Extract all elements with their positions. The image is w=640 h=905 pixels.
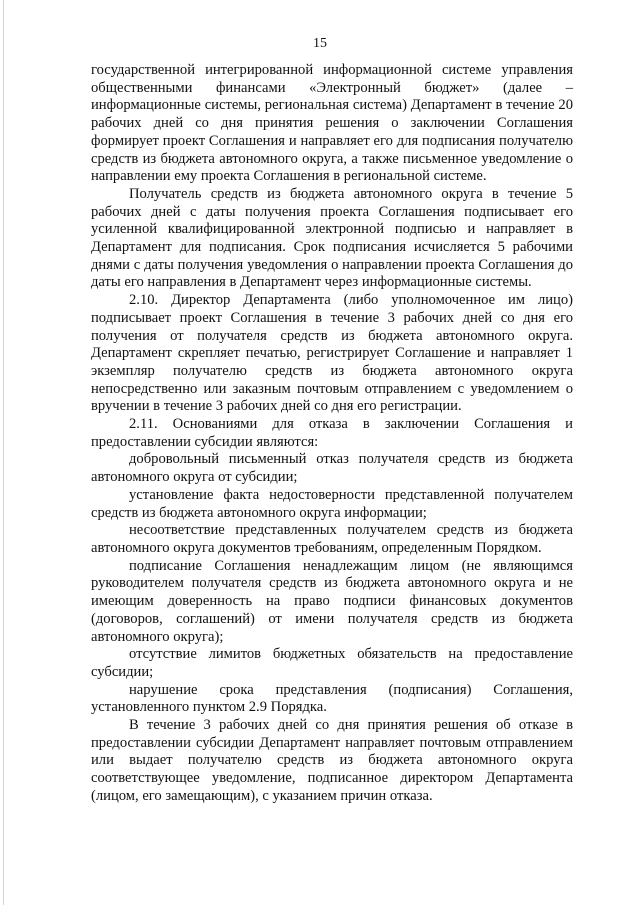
scan-edge-line xyxy=(3,0,4,905)
page-number: 15 xyxy=(313,36,327,51)
refusal-reason-deadline-violation: нарушение срока представления (подписания) Соглашения, установленного пунктом 2.9 Порядка. xyxy=(91,681,573,716)
paragraph-continuation: государственной интегрированной информационной системе управления общественными финансами «Электронный бюджет» (далее – информационные системы, региональная система) Департамент в течение 20 рабочих дней со дня принятия решения о заключении Соглашения формирует проект Соглашения и направляет его для подписания получателю средств из бюджета автономного округа, а также письменное уведомление о направлении ему проекта Соглашения в региональной системе. xyxy=(91,62,573,185)
paragraph-recipient-signing: Получатель средств из бюджета автономного округа в течение 5 рабочих дней с даты получения проекта Соглашения подписывает его усиленной квалифицированной электронной подписью и направляет в Департамент для подписания. Срок подписания исчисляется 5 рабочими днями с даты получения уведомления о направлении проекта Соглашения до даты его направления в Департамент через информационные системы. xyxy=(91,185,573,291)
refusal-reason-unreliable-info: установление факта недостоверности представленной получателем средств из бюджета автономного округа информации; xyxy=(91,486,573,521)
refusal-reason-documents-mismatch: несоответствие представленных получателем средств из бюджета автономного округа документов требованиям, определенным Порядком. xyxy=(91,522,573,556)
paragraph-2-11: 2.11. Основаниями для отказа в заключении Соглашения и предоставлении субсидии являются: xyxy=(91,416,573,450)
document-body xyxy=(91,62,573,806)
paragraph-refusal-notification: В течение 3 рабочих дней со дня принятия решения об отказе в предоставлении субсидии Департамент направляет почтовым отправлением или выдает получателю средств из бюджета автономного округа соответствующее уведомление, подписанное директором Департамента (лицом, его замещающим), с указанием причин отказа. xyxy=(91,717,573,804)
paragraph-2-10: 2.10. Директор Департамента (либо уполномоченное им лицо) подписывает проект Соглашения в течение 3 рабочих дней со дня его получения от получателя средств из бюджета автономного округа. Департамент скрепляет печатью, регистрирует Соглашение и направляет 1 экземпляр получателю средств из бюджета автономного округа непосредственно или заказным почтовым отправлением с уведомлением о вручении в течение 3 рабочих дней со дня его регистрации. xyxy=(91,292,573,415)
refusal-reason-voluntary: добровольный письменный отказ получателя средств из бюджета автономного округа от субсидии; xyxy=(91,451,573,486)
refusal-reason-improper-signatory: подписание Соглашения ненадлежащим лицом (не являющимся руководителем получателя средств из бюджета автономного округа и не имеющим доверенность на право подписи финансовых документов (договоров, соглашений) от имени получателя средств из бюджета автономного округа); xyxy=(91,557,573,645)
refusal-reason-no-limits: отсутствие лимитов бюджетных обязательств на предоставление субсидии; xyxy=(91,646,573,680)
